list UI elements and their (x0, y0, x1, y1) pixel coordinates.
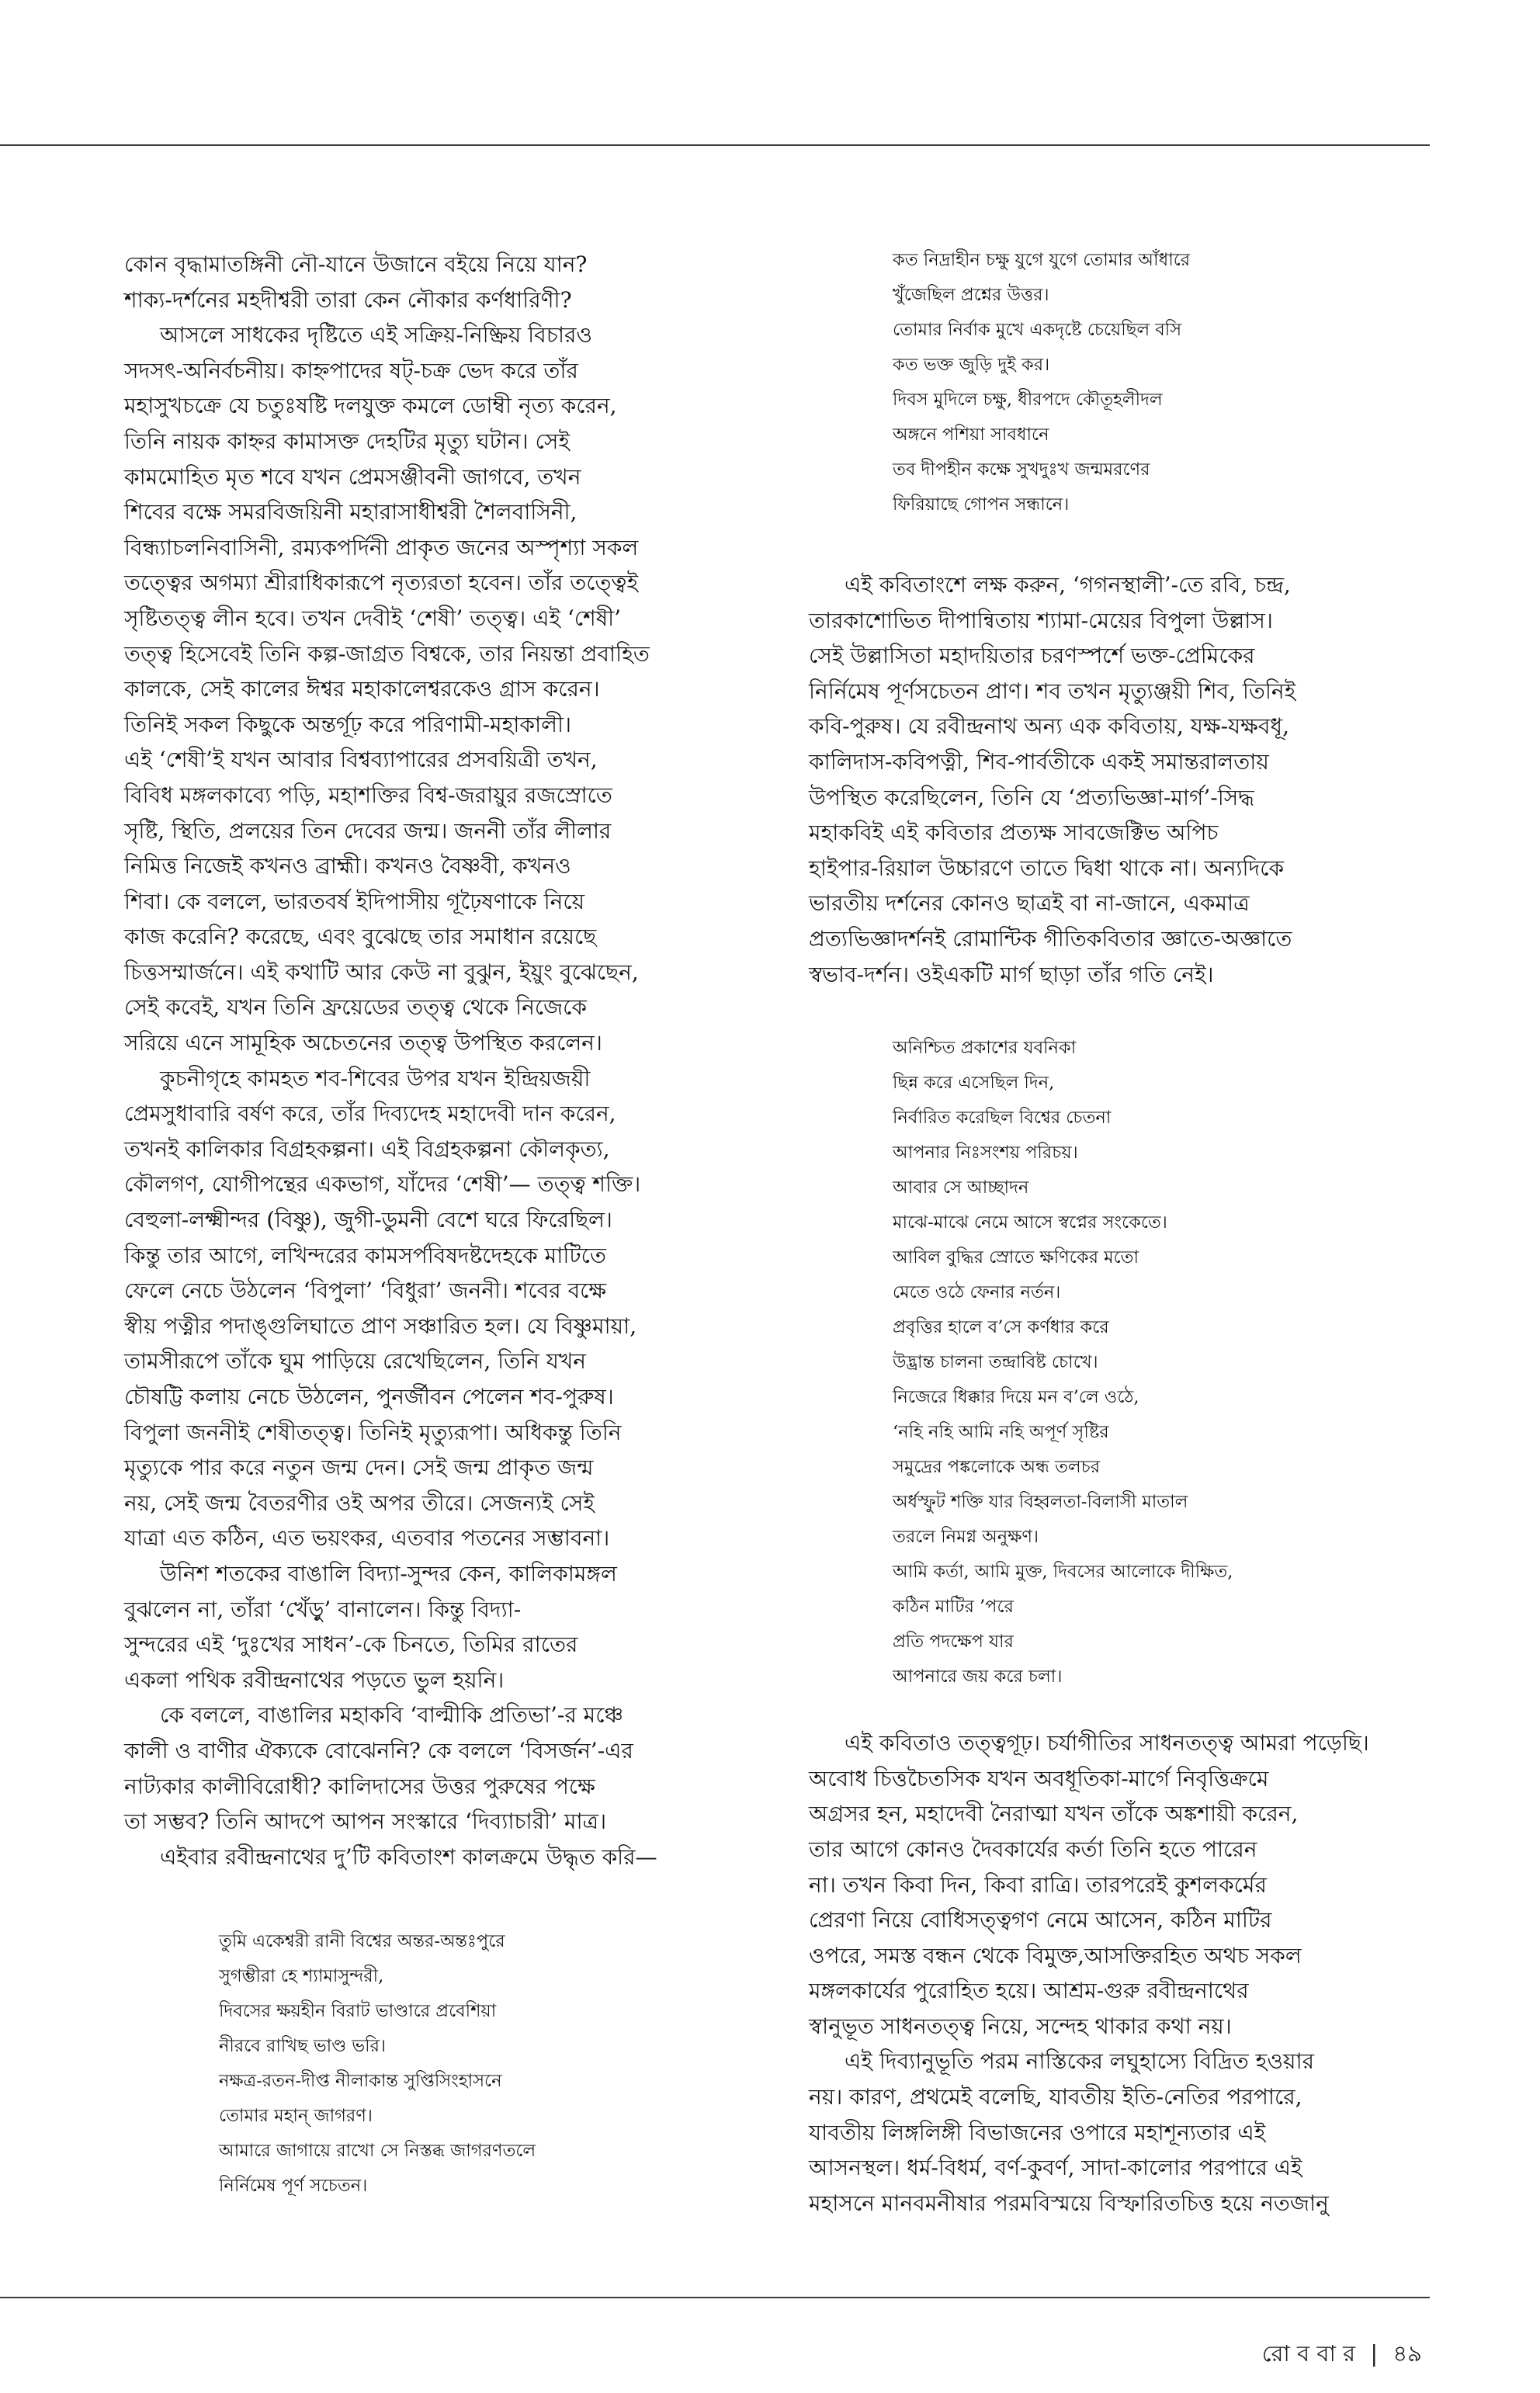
poem-quote: অনিশ্চিত প্রকাশের যবনিকা ছিন্ন করে এসেছিল দিন, নির্বারিত করেছিল বিশ্বের চেতনা আপনার নিঃসংশয় পরিচয়। আবার সে আচ্ছাদন মাঝে-মাঝে নেমে আসে স্বপ্নের সংকেতে। আবিল বুদ্ধির স্রোতে ক্ষণিকের মতো মেতে ওঠে ফেনার নর্তন। প্রবৃত্তির হালে ব’সে কর্ণধার করে উদ্ভ্রান্ত চালনা তন্দ্রাবিষ্ট চোখে। নিজেরে ধিক্কার দিয়ে মন ব’লে ওঠে, ‘নহি নহি আমি নহি অপূর্ণ সৃষ্টির সমুদ্রের পঙ্কলোকে অন্ধ তলচর অর্ধস্ফুট শক্তি যার বিহ্বলতা-বিলাসী মাতাল তরলে নিমগ্ন অনুক্ষণ। আমি কর্তা, আমি মুক্ত, দিবসের আলোকে দীক্ষিত, কঠিন মাটির ’পরে প্রতি পদক্ষেপ যার আপনারে জয় করে চলা। (893, 1038, 1233, 1687)
paragraph: এই দিব্যানুভূতি পরম নাস্তিকের লঘুহাস্যে বিদ্রিত হওয়ার নয়। কারণ, প্রথমেই বলেছি, যাবতীয় ইতি-নেতির পরপারে, যাবতীয় লিঙ্গলিঙ্গী বিভাজনের ওপারে মহাশূন্যতার এই আসনস্থল। ধর্ম-বিধর্ম, বর্ণ-কুবর্ণ, সাদা-কালোর পরপারে এই মহাসনে মানবমনীষার পরমবিস্ময়ে বিস্ফারিতচিত্ত হয়ে নতজানু (809, 2048, 1329, 2216)
right-column (809, 247, 1422, 2221)
top-rule (0, 144, 1430, 146)
page-number: ৪৯ (1393, 2340, 1422, 2367)
paragraph: কে বললে, বাঙালির মহাকবি ‘বাল্মীকি প্রতিভা’-র মঞ্চে কালী ও বাণীর ঐক্যকে বোঝেননি? কে বললে ‘বিসর্জন’-এর নাট্যকার কালীবিরোধী? কালিদাসের উত্তর পুরুষের পক্ষে তা সম্ভব? তিনি আদপে আপন সংস্কারে ‘দিব্যাচারী’ মাত্র। (124, 1702, 633, 1835)
paragraph: এই কবিতাও তত্ত্বগূঢ়। চর্যাগীতির সাধনতত্ত্ব আমরা পড়েছি। অবোধ চিত্তচৈতসিক যখন অবধূতিকা-মার্গে নিবৃত্তিক্রমে অগ্রসর হন, মহাদেবী নৈরাত্মা যখন তাঁকে অঙ্কশায়ী করেন, তার আগে কোনও দৈবকার্যের কর্তা তিনি হতে পারেন না। তখন কিবা দিন, কিবা রাত্রি। তারপরেই কুশলকর্মের প্রেরণা নিয়ে বোধিসত্ত্বগণ নেমে আসেন, কঠিন মাটির ওপরে, সমস্ত বন্ধন থেকে বিমুক্ত,আসক্তিরহিত অথচ সকল মঙ্গলকার্যের পুরোহিত হয়ে। আশ্রম-গুরু রবীন্দ্রনাথের স্বানুভূত সাধনতত্ত্ব নিয়ে, সন্দেহ থাকার কথা নয়। (809, 1730, 1369, 2039)
magazine-name: রো ব বা র (1261, 2340, 1356, 2367)
paragraph: এইবার রবীন্দ্রনাথের দু’টি কবিতাংশ কালক্রমে উদ্ধৃত করি— (160, 1843, 657, 1870)
bottom-rule (0, 2297, 1430, 2298)
poem-quote: তুমি একেশ্বরী রানী বিশ্বের অন্তর-অন্তঃপুরে সুগম্ভীরা হে শ্যামাসুন্দরী, দিবসের ক্ষয়হীন বিরাট ভাণ্ডারে প্রবেশিয়া নীরবে রাখিছ ভাণ্ড ভরি। নক্ষত্র-রতন-দীপ্ত নীলাকান্ত সুপ্তিসিংহাসনে তোমার মহান্ জাগরণ। আমারে জাগায়ে রাখো সে নিস্তব্ধ জাগরণতলে নির্নিমেষ পূর্ণ সচেতন। (219, 1931, 536, 2197)
paragraph: আসলে সাধকের দৃষ্টিতে এই সক্রিয়-নিষ্ক্রিয় বিচারও সদসৎ-অনির্বচনীয়। কাহ্নপাদের ষট্-চক্র ভেদ করে তাঁর মহাসুখচক্রে যে চতুঃষষ্টি দলযুক্ত কমলে ডোম্বী নৃত্য করেন, তিনি নায়ক কাহ্নর কামাসক্ত দেহটির মৃত্যু ঘটান। সেই কামমোহিত মৃত শবে যখন প্রেমসঞ্জীবনী জাগবে, তখন শিবের বক্ষে সমরবিজয়িনী মহারাসাধীশ্বরী শৈলবাসিনী, বিন্ধ্যাচলনিবাসিনী, রম্যকপর্দিনী প্রাকৃত জনের অস্পৃশ্যা সকল তত্ত্বের অগম্যা শ্রীরাধিকারূপে নৃত্যরতা হবেন। তাঁর তত্ত্বেই সৃষ্টিতত্ত্ব লীন হবে। তখন দেবীই ‘শেষী’ তত্ত্ব। এই ‘শেষী’ তত্ত্ব হিসেবেই তিনি কল্প-জাগ্রত বিশ্বকে, তার নিয়ন্তা প্রবাহিত কালকে, সেই কালের ঈশ্বর মহাকালেশ্বরকেও গ্রাস করেন। তিনিই সকল কিছুকে অন্তর্গূঢ় করে পরিণামী-মহাকালী। এই ‘শেষী’ই যখন আবার বিশ্বব্যাপারের প্রসবয়িত্রী তখন, বিবিধ মঙ্গলকাব্যে পড়ি, মহাশক্তির বিশ্ব-জরায়ুর রজস্রোতে সৃষ্টি, স্থিতি, প্রলয়ের তিন দেবের জন্ম। জননী তাঁর লীলার নিমিত্ত নিজেই কখনও ব্রাহ্মী। কখনও বৈষ্ণবী, কখনও শিবা। কে বললে, ভারতবর্ষ ইদিপাসীয় গূঢ়ৈষণাকে নিয়ে কাজ করেনি? করেছে, এবং বুঝেছে তার সমাধান রয়েছে চিত্তসম্মার্জনে। এই কথাটি আর কেউ না বুঝুন, ইয়ুং বুঝেছেন, সেই কবেই, যখন তিনি ফ্রয়েডের তত্ত্ব থেকে নিজেকে সরিয়ে এনে সামূহিক অচেতনের তত্ত্ব উপস্থিত করলেন। (124, 322, 650, 1056)
left-column (124, 247, 737, 2204)
page-footer (1262, 2336, 1422, 2374)
paragraph: কোন বৃদ্ধামাতঙ্গিনী নৌ-যানে উজানে বইয়ে নিয়ে যান? শাক্য-দর্শনের মহদীশ্বরী তারা কেন নৌকার কর্ণধারিণী? (124, 251, 588, 313)
footer-separator: | (1370, 2340, 1379, 2367)
paragraph: উনিশ শতকের বাঙালি বিদ্যা-সুন্দর কেন, কালিকামঙ্গল বুঝলেন না, তাঁরা ‘খেঁড়ু’ বানালেন। কিন্তু বিদ্যা- সুন্দরের এই ‘দুঃখের সাধন’-কে চিনতে, তিমির রাতের একলা পথিক রবীন্দ্রনাথের পড়তে ভুল হয়নি। (124, 1560, 617, 1693)
poem-quote: কত নিদ্রাহীন চক্ষু যুগে যুগে তোমার আঁধারে খুঁজেছিল প্রশ্নের উত্তর। তোমার নির্বাক মুখে একদৃষ্টে চেয়েছিল বসি কত ভক্ত জুড়ি দুই কর। দিবস মুদিলে চক্ষু, ধীরপদে কৌতূহলীদল অঙ্গনে পশিয়া সাবধানে তব দীপহীন কক্ষে সুখদুঃখ জন্মমরণের ফিরিয়াছে গোপন সন্ধানে। (893, 250, 1191, 515)
paragraph: এই কবিতাংশে লক্ষ করুন, ‘গগনস্থালী’-তে রবি, চন্দ্র, তারকাশোভিত দীপান্বিতায় শ্যামা-মেয়ের বিপুলা উল্লাস। সেই উল্লাসিতা মহাদয়িতার চরণস্পর্শে ভক্ত-প্রেমিকের নির্নিমেষ পূর্ণসচেতন প্রাণ। শব তখন মৃত্যুঞ্জয়ী শিব, তিনিই কবি-পুরুষ। যে রবীন্দ্রনাথ অন্য এক কবিতায়, যক্ষ-যক্ষবধূ, কালিদাস-কবিপত্নী, শিব-পার্বতীকে একই সমান্তরালতায় উপস্থিত করেছিলেন, তিনি যে ‘প্রত্যভিজ্ঞা-মার্গ’-সিদ্ধ মহাকবিই এই কবিতার প্রত্যক্ষ সাবজেক্টিভ অপিচ হাইপার-রিয়াল উচ্চারণে তাতে দ্বিধা থাকে না। অন্যদিকে ভারতীয় দর্শনের কোনও ছাত্রই বা না-জানে, একমাত্র প্রত্যভিজ্ঞাদর্শনই রোমান্টিক গীতিকবিতার জ্ঞাতে-অজ্ঞাতে স্বভাব-দর্শন। ওইএকটি মার্গ ছাড়া তাঁর গতি নেই। (809, 572, 1296, 987)
paragraph: কুচনীগৃহে কামহত শব-শিবের উপর যখন ইন্দ্রিয়জয়ী প্রেমসুধাবারি বর্ষণ করে, তাঁর দিব্যদেহ মহাদেবী দান করেন, তখনই কালিকার বিগ্রহকল্পনা। এই বিগ্রহকল্পনা কৌলকৃত্য, কৌলগণ, যোগীপন্থের একভাগ, যাঁদের ‘শেষী’— তত্ত্ব শক্তি। বেহুলা-লক্ষ্মীন্দর (বিষ্ণু), জুগী-ডুমনী বেশে ঘরে ফিরেছিল। কিন্তু তার আগে, লখিন্দরের কামসর্পবিষদষ্টদেহকে মাটিতে ফেলে নেচে উঠলেন ‘বিপুলা’ ‘বিধুরা’ জননী। শবের বক্ষে স্বীয় পত্নীর পদাঙ্গুলিঘাতে প্রাণ সঞ্চারিত হল। যে বিষ্ণুমায়া, তামসীরূপে তাঁকে ঘুম পাড়িয়ে রেখেছিলেন, তিনি যখন চৌষট্টি কলায় নেচে উঠলেন, পুনর্জীবন পেলেন শব-পুরুষ। বিপুলা জননীই শেষীতত্ত্ব। তিনিই মৃত্যুরূপা। অধিকন্তু তিনি মৃত্যুকে পার করে নতুন জন্ম দেন। সেই জন্ম প্রাকৃত জন্ম নয়, সেই জন্ম বৈতরণীর ওই অপর তীরে। সেজন্যই সেই যাত্রা এত কঠিন, এত ভয়ংকর, এতবার পতনের সম্ভাবনা। (124, 1065, 641, 1552)
